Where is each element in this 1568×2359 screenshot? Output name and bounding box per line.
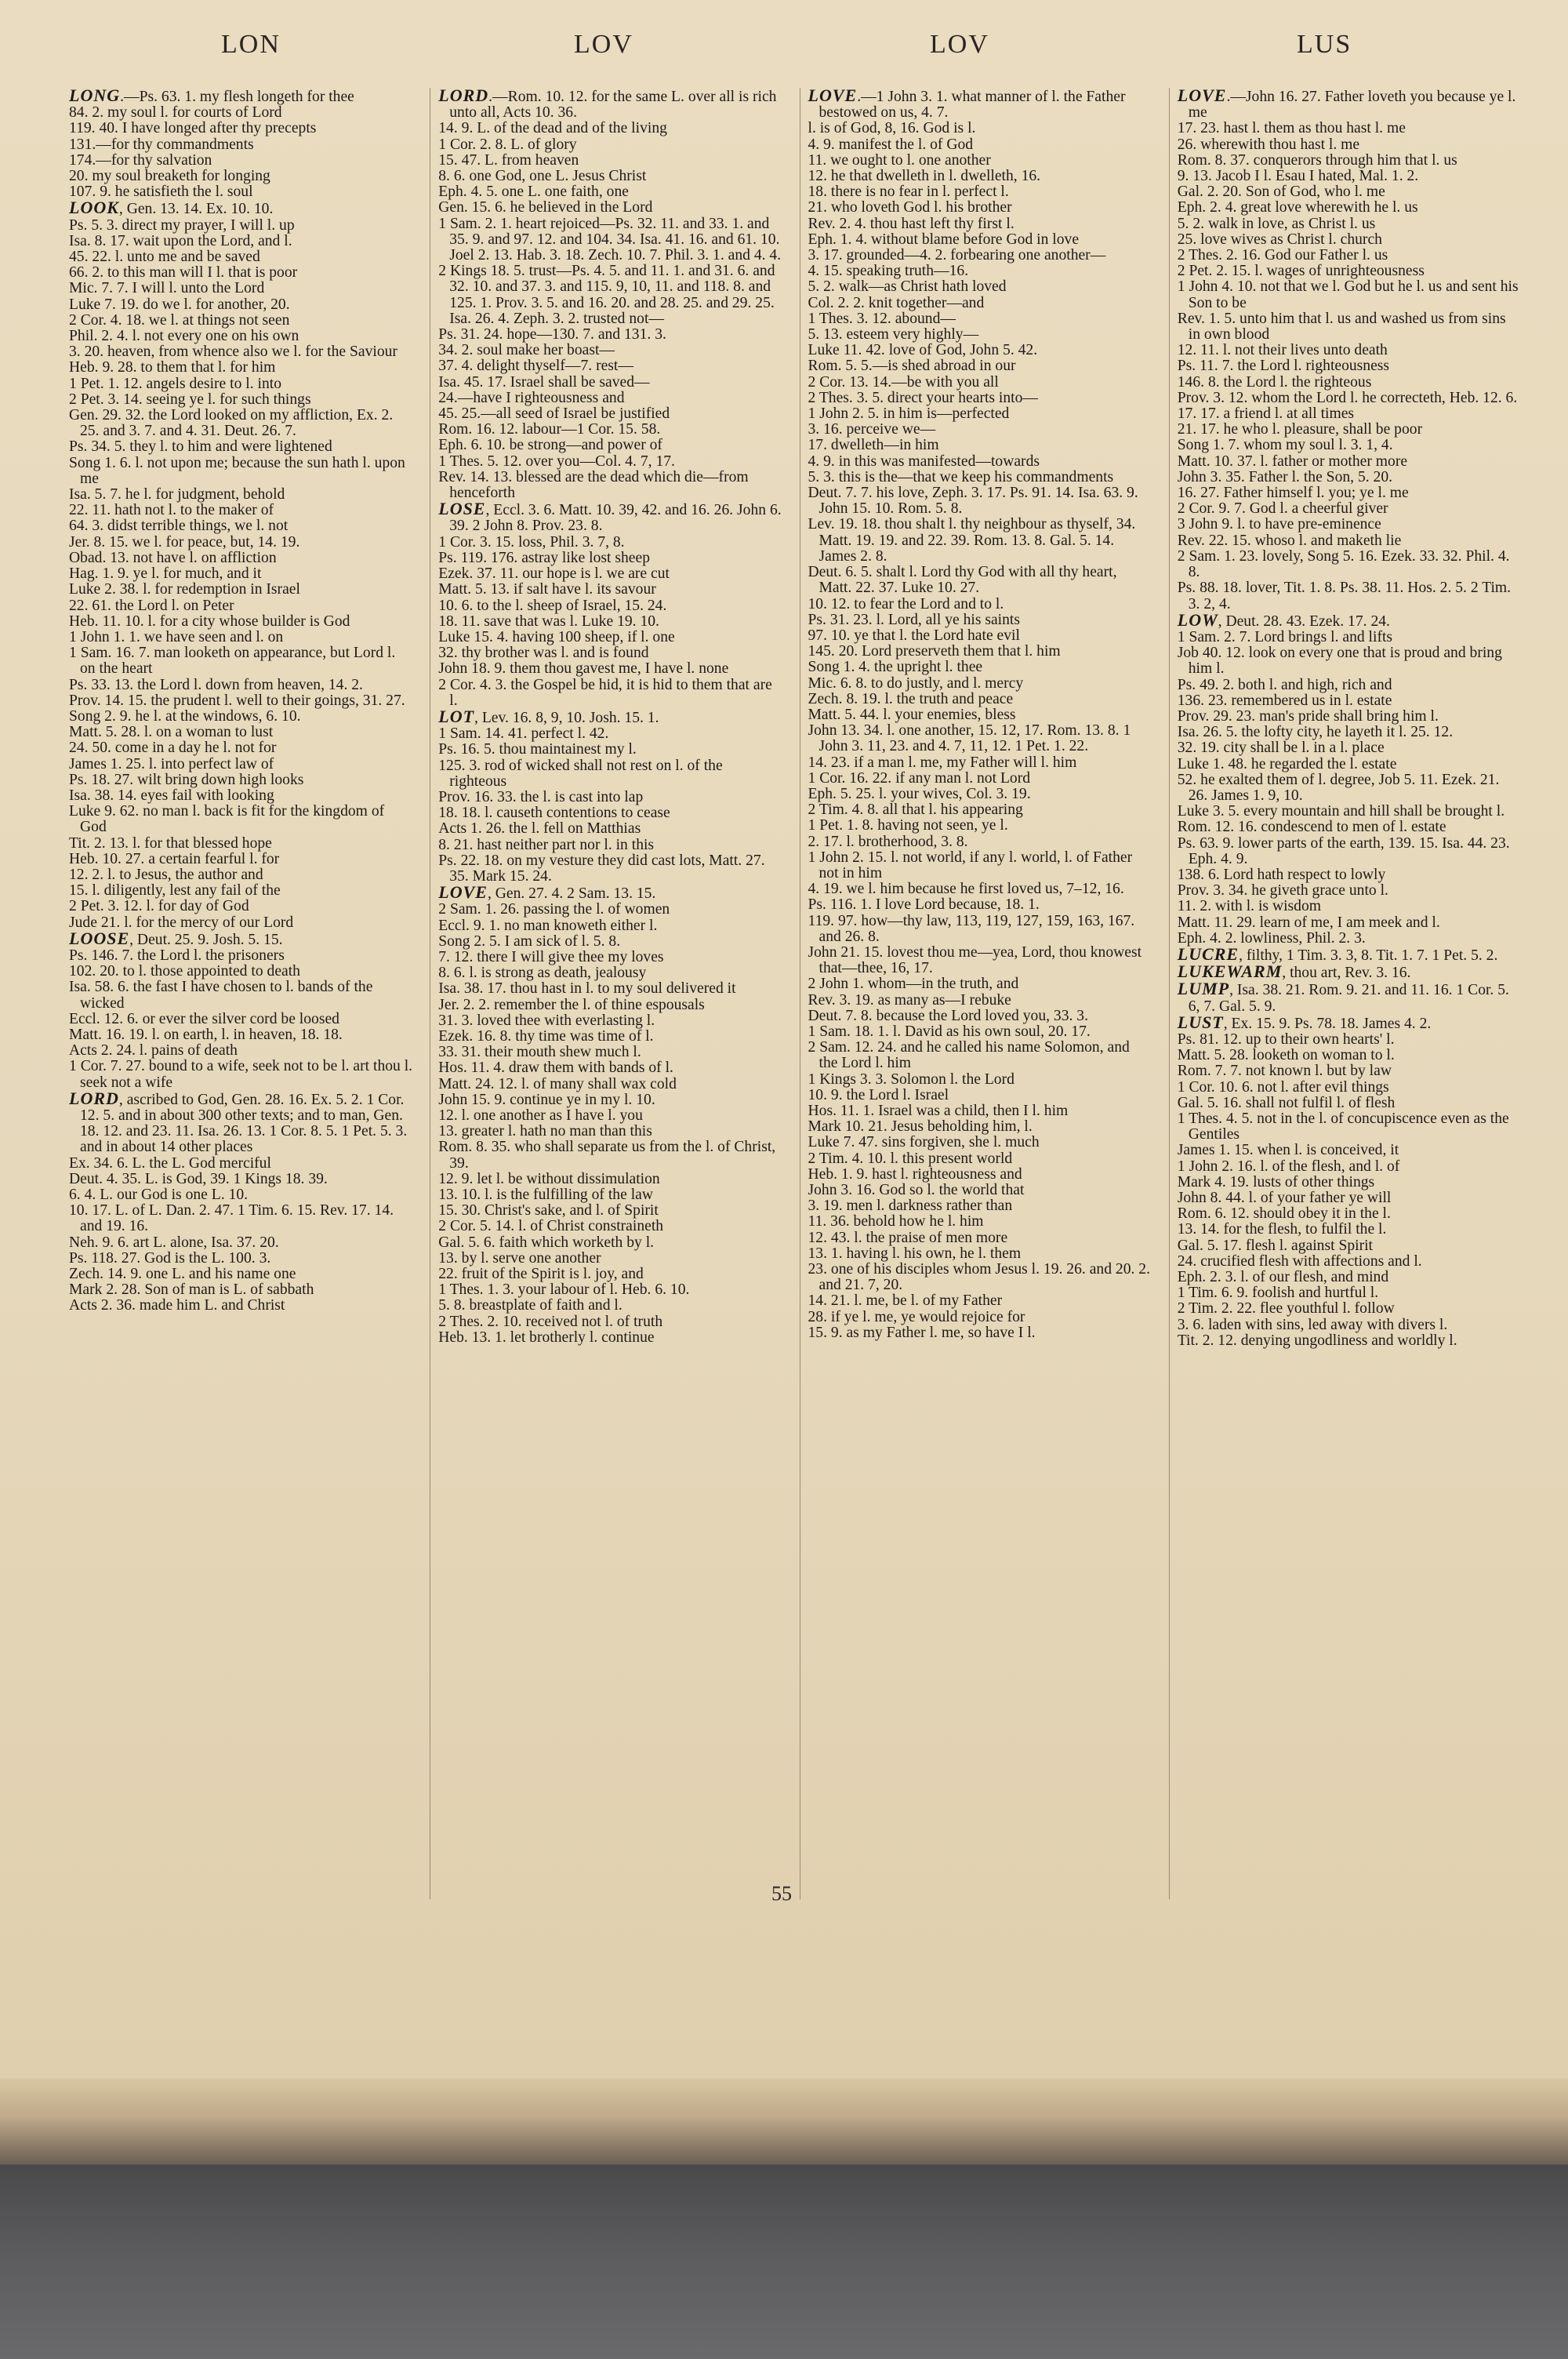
entry: Matt. 16. 19. l. on earth, l. in heaven, 18. 18. bbox=[69, 1026, 343, 1043]
entry: Eph. 2. 4. great love wherewith he l. us bbox=[1177, 199, 1418, 216]
entry: 28. if ye l. me, ye would rejoice for bbox=[808, 1308, 1025, 1325]
entry: John 8. 44. l. of your father ye will bbox=[1177, 1190, 1392, 1207]
entry: Neh. 9. 6. art L. alone, Isa. 37. 20. bbox=[69, 1234, 279, 1251]
entry: 11. we ought to l. one another bbox=[808, 151, 991, 169]
entry: LUKEWARM, thou art, Rev. 3. 16. bbox=[1177, 961, 1411, 982]
entry: 32. thy brother was l. and is found bbox=[438, 645, 649, 662]
entry: 2 Tim. 4. 8. all that l. his appearing bbox=[808, 801, 1023, 819]
entry: Song 2. 9. he l. at the windows, 6. 10. bbox=[69, 707, 301, 725]
entry: 1 Sam. 14. 41. perfect l. 42. bbox=[438, 725, 609, 743]
entry: Tit. 2. 13. l. for that blessed hope bbox=[69, 834, 272, 852]
entry: 17. dwelleth—in him bbox=[808, 437, 939, 454]
entry: 12. 9. let l. be without dissimulation bbox=[438, 1170, 660, 1187]
entry: Heb. 9. 28. to them that l. for him bbox=[69, 359, 276, 376]
entry: Tit. 2. 12. denying ungodliness and worldly l. bbox=[1177, 1332, 1457, 1349]
entry: 15. 30. Christ's sake, and l. of Spirit bbox=[438, 1202, 659, 1219]
entry: 5. 3. this is the—that we keep his commandments bbox=[808, 468, 1114, 485]
entry: Deut. 6. 5. shalt l. Lord thy God with all thy heart, Matt. 22. 37. Luke 10. 27. bbox=[808, 564, 1117, 597]
entry: 32. 19. city shall be l. in a l. place bbox=[1177, 740, 1385, 757]
entry: Hag. 1. 9. ye l. for much, and it bbox=[69, 565, 262, 583]
entry: 14. 9. L. of the dead and of the living bbox=[438, 120, 667, 137]
entry: 21. 17. he who l. pleasure, shall be poor bbox=[1177, 421, 1423, 438]
entry: 146. 8. the Lord l. the righteous bbox=[1177, 373, 1372, 391]
entry: 1 Cor. 16. 22. if any man l. not Lord bbox=[808, 769, 1031, 787]
entry: 5. 13. esteem very highly— bbox=[808, 326, 979, 343]
entry: Eph. 2. 3. l. of our flesh, and mind bbox=[1177, 1269, 1389, 1286]
entry: 7. 12. there I will give thee my loves bbox=[438, 948, 664, 965]
entry: Luke 7. 47. sins forgiven, she l. much bbox=[808, 1134, 1040, 1151]
entry: Deut. 7. 8. because the Lord loved you, 33. 3. bbox=[808, 1007, 1088, 1024]
entry: Luke 11. 42. love of God, John 5. 42. bbox=[808, 342, 1038, 359]
entry: 13. greater l. hath no man than this bbox=[438, 1123, 652, 1140]
entry: Rom. 8. 35. who shall separate us from the l. of Christ, 39. bbox=[438, 1139, 776, 1172]
entry: Ps. 5. 3. direct my prayer, I will l. up bbox=[69, 216, 295, 234]
entry: Ps. 18. 27. wilt bring down high looks bbox=[69, 771, 304, 788]
entry: Deut. 7. 7. his love, Zeph. 3. 17. Ps. 91. 14. Isa. 63. 9. John 15. 10. Rom. 5. 8. bbox=[808, 485, 1138, 518]
entry: 3. 19. men l. darkness rather than bbox=[808, 1198, 1013, 1215]
entry: Ps. 33. 13. the Lord l. down from heaven, 14. 2. bbox=[69, 676, 363, 693]
entry: Mark 4. 19. lusts of other things bbox=[1177, 1173, 1375, 1190]
entry: Jude 21. l. for the mercy of our Lord bbox=[69, 914, 294, 931]
entry: 16. 27. Father himself l. you; ye l. me bbox=[1177, 485, 1409, 502]
entry: 20. my soul breaketh for longing bbox=[69, 168, 270, 185]
entry: Ps. 118. 27. God is the L. 100. 3. bbox=[69, 1249, 271, 1267]
entry: Prov. 14. 15. the prudent l. well to their goings, 31. 27. bbox=[69, 692, 405, 709]
entry: 2 Cor. 13. 14.—be with you all bbox=[808, 373, 999, 391]
entry: 12. 43. l. the praise of men more bbox=[808, 1229, 1008, 1246]
entry: Rom. 7. 7. not known l. but by law bbox=[1177, 1063, 1392, 1080]
entry: Ps. 31. 24. hope—130. 7. and 131. 3. bbox=[438, 326, 666, 343]
entry: 24.—have I righteousness and bbox=[438, 389, 625, 406]
running-headers bbox=[0, 30, 1568, 69]
entry: 5. 8. breastplate of faith and l. bbox=[438, 1297, 622, 1314]
entry: Eph. 6. 10. be strong—and power of bbox=[438, 437, 662, 454]
entry: 13. 14. for the flesh, to fulfil the l. bbox=[1177, 1221, 1387, 1238]
entry: Jer. 8. 15. we l. for peace, but, 14. 19. bbox=[69, 533, 300, 551]
entry: Matt. 24. 12. l. of many shall wax cold bbox=[438, 1075, 677, 1092]
entry: John 3. 35. Father l. the Son, 5. 20. bbox=[1177, 468, 1393, 485]
entry: 3. 6. laden with sins, led away with divers l. bbox=[1177, 1316, 1448, 1333]
entry: Song 1. 6. l. not upon me; because the sun hath l. upon me bbox=[69, 454, 405, 487]
entry: 1 John 2. 5. in him is—perfected bbox=[808, 405, 1010, 423]
entry: 2 Sam. 1. 23. lovely, Song 5. 16. Ezek. 33. 32. Phil. 4. 8. bbox=[1177, 547, 1510, 581]
entry: 119. 97. how—thy law, 113, 119, 127, 159, 163, 167. and 26. 8. bbox=[808, 912, 1135, 945]
entry: 52. he exalted them of l. degree, Job 5. 11. Ezek. 21. 26. James 1. 9, 10. bbox=[1177, 771, 1500, 804]
entry: Matt. 5. 44. l. your enemies, bless bbox=[808, 706, 1016, 723]
entry: Prov. 3. 12. whom the Lord l. he correcteth, Heb. 12. 6. bbox=[1177, 389, 1518, 406]
entry: Rev. 14. 13. blessed are the dead which die—from henceforth bbox=[438, 468, 749, 502]
entry: 1 Thes. 3. 12. abound— bbox=[808, 310, 956, 327]
entry: 2 Cor. 5. 14. l. of Christ constraineth bbox=[438, 1218, 664, 1235]
entry: Gal. 5. 6. faith which worketh by l. bbox=[438, 1234, 655, 1251]
entry: Jer. 2. 2. remember the l. of thine espousals bbox=[438, 996, 705, 1013]
entry: Lev. 19. 18. thou shalt l. thy neighbour as thyself, 34. Matt. 19. 19. and 22. 39. Rom. 13. 8. Gal. 5. 14. James 2. 8. bbox=[808, 516, 1136, 565]
entry: Zech. 8. 19. l. the truth and peace bbox=[808, 690, 1014, 707]
entry: John 15. 9. continue ye in my l. 10. bbox=[438, 1091, 655, 1108]
entry: Isa. 38. 14. eyes fail with looking bbox=[69, 787, 274, 804]
entry: 22. fruit of the Spirit is l. joy, and bbox=[438, 1266, 644, 1283]
entry: 1 Sam. 18. 1. l. David as his own soul, 20. 17. bbox=[808, 1023, 1091, 1040]
entry: 8. 6. l. is strong as death, jealousy bbox=[438, 965, 647, 982]
entry: Rev. 22. 15. whoso l. and maketh lie bbox=[1177, 532, 1402, 549]
entry: LOT, Lev. 16. 8, 9, 10. Josh. 15. 1. bbox=[438, 706, 659, 726]
entry: 5. 2. walk in love, as Christ l. us bbox=[1177, 215, 1376, 232]
entry: Matt. 10. 37. l. father or mother more bbox=[1177, 453, 1408, 470]
entry: Ps. 34. 5. they l. to him and were lightened bbox=[69, 438, 332, 456]
entry: Ps. 116. 1. I love Lord because, 18. 1. bbox=[808, 896, 1040, 914]
entry: 2 Cor. 4. 3. the Gospel be hid, it is hid to them that are l. bbox=[438, 676, 772, 709]
entry: Song 1. 4. the upright l. thee bbox=[808, 659, 983, 676]
entry: 17. 17. a friend l. at all times bbox=[1177, 405, 1355, 423]
entry: Isa. 5. 7. he l. for judgment, behold bbox=[69, 486, 285, 503]
entry: Isa. 38. 17. thou hast in l. to my soul delivered it bbox=[438, 980, 736, 998]
entry: Gen. 15. 6. he believed in the Lord bbox=[438, 199, 653, 216]
column-4 bbox=[1169, 88, 1521, 1899]
entry: John 3. 16. God so l. the world that bbox=[808, 1182, 1025, 1199]
entry: 1 John 2. 15. l. not world, if any l. world, l. of Father not in him bbox=[808, 849, 1133, 881]
entry: 2. 17. l. brotherhood, 3. 8. bbox=[808, 833, 968, 850]
entry: Eccl. 9. 1. no man knoweth either l. bbox=[438, 917, 658, 934]
entry: Acts 2. 24. l. pains of death bbox=[69, 1042, 238, 1060]
entry: 119. 40. I have longed after thy precepts bbox=[69, 120, 317, 137]
entry: Heb. 11. 10. l. for a city whose builder is God bbox=[69, 612, 350, 630]
page-number: 55 bbox=[771, 1882, 792, 1905]
entry: Ps. 31. 23. l. Lord, all ye his saints bbox=[808, 611, 1020, 628]
entry: LOSE, Eccl. 3. 6. Matt. 10. 39, 42. and 16. 26. John 6. 39. 2 John 8. Prov. 23. 8. bbox=[438, 499, 782, 535]
entry: 4. 15. speaking truth—16. bbox=[808, 263, 969, 280]
entry: 2 Sam. 12. 24. and he called his name Solomon, and the Lord l. him bbox=[808, 1039, 1130, 1072]
entry: Eph. 4. 5. one L. one faith, one bbox=[438, 184, 629, 201]
entry: 97. 10. ye that l. the Lord hate evil bbox=[808, 627, 1020, 644]
entry: 2 Tim. 2. 22. flee youthful l. follow bbox=[1177, 1300, 1395, 1318]
entry: Luke 7. 19. do we l. for another, 20. bbox=[69, 296, 290, 313]
entry: Luke 2. 38. l. for redemption in Israel bbox=[69, 581, 300, 598]
entry: Ps. 22. 18. on my vesture they did cast lots, Matt. 27. 35. Mark 15. 24. bbox=[438, 852, 765, 885]
entry: 3. 16. perceive we— bbox=[808, 421, 936, 438]
entry: 22. 11. hath not l. to the maker of bbox=[69, 502, 274, 519]
entry: 1 Sam. 2. 1. heart rejoiced—Ps. 32. 11. and 33. 1. and 35. 9. and 97. 12. and 104. 34. Isa. 41. 16. and 61. 10. Joel 2. 13. Hab. 3. 18. Zech. 10. 7. Phil. 3. 1. and 4. 4. bbox=[438, 215, 782, 264]
entry: Isa. 8. 17. wait upon the Lord, and l. bbox=[69, 232, 292, 249]
entry: 10. 6. to the l. sheep of Israel, 15. 24. bbox=[438, 597, 667, 614]
entry: LOW, Deut. 28. 43. Ezek. 17. 24. bbox=[1177, 609, 1390, 630]
entry: Gal. 5. 17. flesh l. against Spirit bbox=[1177, 1237, 1373, 1254]
entry: 107. 9. he satisfieth the l. soul bbox=[69, 184, 253, 201]
entry: Song 1. 7. whom my soul l. 3. 1, 4. bbox=[1177, 437, 1393, 454]
entry: 45. 22. l. unto me and be saved bbox=[69, 249, 260, 266]
entry: Rev. 2. 4. thou hast left thy first l. bbox=[808, 215, 1014, 232]
entry: Gen. 29. 32. the Lord looked on my affliction, Ex. 2. 25. and 3. 7. and 4. 31. Deut. 26. 7. bbox=[69, 407, 394, 440]
entry: 2 Pet. 2. 15. l. wages of unrighteousness bbox=[1177, 263, 1425, 280]
entry: Ps. 81. 12. up to their own hearts' l. bbox=[1177, 1030, 1395, 1048]
entry: Col. 2. 2. knit together—and bbox=[808, 294, 985, 311]
entry: 14. 23. if a man l. me, my Father will l. him bbox=[808, 754, 1077, 771]
entry: Mic. 6. 8. to do justly, and l. mercy bbox=[808, 674, 1024, 692]
entry: Gal. 2. 20. Son of God, who l. me bbox=[1177, 184, 1385, 201]
entry: Job 40. 12. look on every one that is proud and bring him l. bbox=[1177, 645, 1502, 678]
entry: 23. one of his disciples whom Jesus l. 19. 26. and 20. 2. and 21. 7, 20. bbox=[808, 1261, 1150, 1294]
entry: 15. l. diligently, lest any fail of the bbox=[69, 882, 281, 900]
entry: Prov. 16. 33. the l. is cast into lap bbox=[438, 788, 644, 805]
entry: Acts 2. 36. made him L. and Christ bbox=[69, 1297, 285, 1314]
entry: 2 Cor. 4. 18. we l. at things not seen bbox=[69, 311, 290, 329]
entry: 1 Kings 3. 3. Solomon l. the Lord bbox=[808, 1070, 1014, 1088]
column-3 bbox=[800, 88, 1152, 1899]
entry: 174.—for thy salvation bbox=[69, 151, 212, 169]
entry: Zech. 14. 9. one L. and his name one bbox=[69, 1266, 296, 1283]
entry: Eph. 4. 2. lowliness, Phil. 2. 3. bbox=[1177, 929, 1366, 947]
entry: 1 John 4. 10. not that we l. God but he l. us and sent his Son to be bbox=[1177, 278, 1519, 311]
entry: 17. 23. hast l. them as thou hast l. me bbox=[1177, 120, 1406, 137]
entry: 64. 3. didst terrible things, we l. not bbox=[69, 518, 289, 535]
entry: Mic. 7. 7. I will l. unto the Lord bbox=[69, 280, 265, 297]
entry: Mark 2. 28. Son of man is L. of sabbath bbox=[69, 1281, 314, 1299]
entry: Gal. 5. 16. shall not fulfil l. of flesh bbox=[1177, 1094, 1396, 1111]
entry: 13. by l. serve one another bbox=[438, 1249, 601, 1267]
background-surface bbox=[0, 2165, 1568, 2359]
entry: Rom. 12. 16. condescend to men of l. estate bbox=[1177, 819, 1446, 836]
entry: 2 Thes. 3. 5. direct your hearts into— bbox=[808, 389, 1038, 406]
page-edge bbox=[0, 2078, 1568, 2165]
entry: Ps. 49. 2. both l. and high, rich and bbox=[1177, 676, 1392, 693]
entry: 12. he that dwelleth in l. dwelleth, 16. bbox=[808, 168, 1041, 185]
entry: 13. 1. having l. his own, he l. them bbox=[808, 1245, 1022, 1262]
entry: 2 Thes. 2. 16. God our Father l. us bbox=[1177, 247, 1388, 264]
entry: John 21. 15. lovest thou me—yea, Lord, thou knowest that—thee, 16, 17. bbox=[808, 943, 1142, 977]
entry: 9. 13. Jacob I l. Esau I hated, Mal. 1. 2. bbox=[1177, 168, 1419, 185]
entry: 2 Tim. 4. 10. l. this present world bbox=[808, 1150, 1013, 1167]
entry: 1 Cor. 10. 6. not l. after evil things bbox=[1177, 1078, 1389, 1096]
entry: Ps. 63. 9. lower parts of the earth, 139. 15. Isa. 44. 23. Eph. 4. 9. bbox=[1177, 834, 1510, 867]
entry: Ps. 11. 7. the Lord l. righteousness bbox=[1177, 358, 1390, 375]
entry: 138. 6. Lord hath respect to lowly bbox=[1177, 866, 1386, 883]
entry: Mark 10. 21. Jesus beholding him, l. bbox=[808, 1118, 1033, 1136]
entry: 66. 2. to this man will I l. that is poor bbox=[69, 264, 298, 282]
entry: 24. crucified flesh with affections and l. bbox=[1177, 1252, 1422, 1270]
entry: Obad. 13. not have l. on affliction bbox=[69, 549, 277, 566]
entry: 125. 3. rod of wicked shall not rest on l. of the righteous bbox=[438, 757, 723, 790]
entry: Matt. 5. 28. l. on a woman to lust bbox=[69, 724, 274, 741]
entry: 1 Thes. 1. 3. your labour of l. Heb. 6. 10. bbox=[438, 1281, 690, 1299]
entry: Rom. 16. 12. labour—1 Cor. 15. 58. bbox=[438, 421, 661, 438]
entry: 2 Kings 18. 5. trust—Ps. 4. 5. and 11. 1. and 31. 6. and 32. 10. and 37. 3. and 115. 9, 10, 11. and 118. 8. and 125. 1. Prov. 3. 5. and 16. 20. and 28. 25. and 29. 25. Isa. 26. 4. Zeph. 3. 2. trusted not— bbox=[438, 263, 775, 327]
entry: 14. 21. l. me, be l. of my Father bbox=[808, 1292, 1003, 1310]
entry: Ps. 88. 18. lover, Tit. 1. 8. Ps. 38. 11. Hos. 2. 5. 2 Tim. 3. 2, 4. bbox=[1177, 580, 1512, 612]
entry: Matt. 11. 29. learn of me, I am meek and l. bbox=[1177, 914, 1440, 931]
entry: 1 John 2. 16. l. of the flesh, and l. of bbox=[1177, 1158, 1400, 1175]
entry: Hos. 11. 1. Israel was a child, then I l. him bbox=[808, 1103, 1069, 1119]
entry: Luke 1. 48. he regarded the l. estate bbox=[1177, 755, 1397, 772]
entry: 8. 21. hast neither part nor l. in this bbox=[438, 836, 655, 853]
entry: 10. 9. the Lord l. Israel bbox=[808, 1086, 949, 1103]
entry: 3. 20. heaven, from whence also we l. for the Saviour bbox=[69, 343, 397, 361]
entry: LORD, ascribed to God, Gen. 28. 16. Ex. 5. 2. 1 Cor. 12. 5. and in about 300 other texts; and to man, Gen. 18. 12. and 23. 11. Isa. 26. 13. 1 Cor. 8. 5. 1 Pet. 5. 3. and in about 14 other places bbox=[69, 1088, 408, 1156]
entry: LOVE.—1 John 3. 1. what manner of l. the Father bestowed on us, 4. 7. bbox=[808, 88, 1126, 122]
entry: Deut. 4. 35. L. is God, 39. 1 Kings 18. 39. bbox=[69, 1170, 328, 1187]
entry: 2 Sam. 1. 26. passing the l. of women bbox=[438, 901, 670, 918]
entry: Rev. 3. 19. as many as—I rebuke bbox=[808, 991, 1011, 1009]
entry: 3. 17. grounded—4. 2. forbearing one another— bbox=[808, 247, 1106, 264]
entry: 31. 3. loved thee with everlasting l. bbox=[438, 1012, 655, 1029]
entry: 8. 6. one God, one L. Jesus Christ bbox=[438, 168, 647, 185]
entry: Prov. 29. 23. man's pride shall bring him l. bbox=[1177, 707, 1439, 725]
entry: Heb. 13. 1. let brotherly l. continue bbox=[438, 1329, 655, 1346]
entry: Ezek. 16. 8. thy time was time of l. bbox=[438, 1027, 654, 1045]
entry: Rom. 5. 5.—is shed abroad in our bbox=[808, 358, 1016, 375]
entry: 1 Tim. 6. 9. foolish and hurtful l. bbox=[1177, 1285, 1379, 1302]
entry: Eph. 1. 4. without blame before God in love bbox=[808, 231, 1080, 248]
entry: 12. 2. l. to Jesus, the author and bbox=[69, 866, 263, 883]
entry: 3 John 9. l. to have pre-eminence bbox=[1177, 516, 1381, 533]
entry: 5. 2. walk—as Christ hath loved bbox=[808, 278, 1007, 296]
entry: LUST, Ex. 15. 9. Ps. 78. 18. James 4. 2. bbox=[1177, 1012, 1432, 1032]
entry: Luke 9. 62. no man l. back is fit for the kingdom of God bbox=[69, 803, 385, 836]
entry: 84. 2. my soul l. for courts of Lord bbox=[69, 104, 282, 122]
entry: 34. 2. soul make her boast— bbox=[438, 342, 615, 359]
entry: 1 Cor. 3. 15. loss, Phil. 3. 7, 8. bbox=[438, 533, 625, 551]
entry: 18. 11. save that was l. Luke 19. 10. bbox=[438, 612, 659, 630]
entry: Ps. 146. 7. the Lord l. the prisoners bbox=[69, 947, 285, 964]
entry: 18. 18. l. causeth contentions to cease bbox=[438, 805, 670, 822]
entry: Rom. 8. 37. conquerors through him that l. us bbox=[1177, 151, 1457, 169]
entry: 10. 12. to fear the Lord and to l. bbox=[808, 595, 1004, 612]
entry: 2 Thes. 2. 10. received not l. of truth bbox=[438, 1313, 663, 1330]
entry: 11. 36. behold how he l. him bbox=[808, 1213, 984, 1230]
entry: 2 Cor. 9. 7. God l. a cheerful giver bbox=[1177, 500, 1388, 518]
entry: 145. 20. Lord preserveth them that l. him bbox=[808, 643, 1061, 660]
entry: James 1. 15. when l. is conceived, it bbox=[1177, 1142, 1399, 1159]
entry: Ps. 16. 5. thou maintainest my l. bbox=[438, 741, 637, 758]
entry: 26. wherewith thou hast l. me bbox=[1177, 136, 1360, 153]
entry: 1 Cor. 7. 27. bound to a wife, seek not to be l. art thou l. seek not a wife bbox=[69, 1058, 413, 1091]
entry: Luke 3. 5. every mountain and hill shall be brought l. bbox=[1177, 803, 1505, 820]
entry: Hos. 11. 4. draw them with bands of l. bbox=[438, 1060, 673, 1077]
entry: 45. 25.—all seed of Israel be justified bbox=[438, 405, 670, 423]
entry: 1 Sam. 2. 7. Lord brings l. and lifts bbox=[1177, 628, 1393, 645]
entry: Rom. 6. 12. should obey it in the l. bbox=[1177, 1205, 1391, 1223]
entry: 131.—for thy commandments bbox=[69, 136, 254, 153]
entry: Ezek. 37. 11. our hope is l. we are cut bbox=[438, 565, 670, 583]
entry: 4. 9. manifest the l. of God bbox=[808, 136, 974, 153]
entry: 12. 11. l. not their lives unto death bbox=[1177, 342, 1388, 359]
entry: John 13. 34. l. one another, 15. 12, 17. Rom. 13. 8. 1 John 3. 11, 23. and 4. 7, 11, 12. 1 Pet. 1. 22. bbox=[808, 722, 1131, 755]
entry: 1 Sam. 16. 7. man looketh on appearance, but Lord l. on the heart bbox=[69, 645, 396, 678]
entry: LOOSE, Deut. 25. 9. Josh. 5. 15. bbox=[69, 928, 283, 948]
entry: 2 Pet. 3. 14. seeing ye l. for such things bbox=[69, 391, 311, 408]
entry: 1 Cor. 2. 8. L. of glory bbox=[438, 136, 577, 153]
entry: 10. 17. L. of L. Dan. 2. 47. 1 Tim. 6. 15. Rev. 17. 14. and 19. 16. bbox=[69, 1202, 394, 1235]
entry: 15. 47. L. from heaven bbox=[438, 151, 579, 169]
header-lon: LON bbox=[221, 30, 281, 59]
entry: 1 John 1. 1. we have seen and l. on bbox=[69, 628, 284, 645]
header-lov-left: LOV bbox=[574, 30, 633, 59]
entry: Heb. 1. 9. hast l. righteousness and bbox=[808, 1165, 1022, 1183]
entry: James 1. 25. l. into perfect law of bbox=[69, 755, 274, 772]
entry: LOVE.—John 16. 27. Father loveth you because ye l. me bbox=[1177, 88, 1516, 122]
entry: Prov. 3. 34. he giveth grace unto l. bbox=[1177, 882, 1388, 900]
entry: Isa. 58. 6. the fast I have chosen to l. bands of the wicked bbox=[69, 979, 373, 1012]
entry: 37. 4. delight thyself—7. rest— bbox=[438, 358, 633, 375]
entry: 2 Pet. 3. 12. l. for day of God bbox=[69, 898, 249, 915]
entry: Matt. 5. 13. if salt have l. its savour bbox=[438, 581, 656, 598]
entry: Isa. 26. 5. the lofty city, he layeth it l. 25. 12. bbox=[1177, 724, 1454, 741]
entry: Ex. 34. 6. L. the L. God merciful bbox=[69, 1154, 271, 1172]
entry: Ps. 119. 176. astray like lost sheep bbox=[438, 549, 650, 566]
entry: 13. 10. l. is the fulfilling of the law bbox=[438, 1187, 653, 1204]
entry: 21. who loveth God l. his brother bbox=[808, 199, 1012, 216]
entry: LONG.—Ps. 63. 1. my flesh longeth for thee bbox=[69, 88, 354, 105]
entry: 1 Thes. 5. 12. over you—Col. 4. 7, 17. bbox=[438, 453, 675, 470]
entry: 6. 4. L. our God is one L. 10. bbox=[69, 1187, 249, 1204]
entry: 1 Pet. 1. 8. having not seen, ye l. bbox=[808, 817, 1008, 834]
entry: Rev. 1. 5. unto him that l. us and washed us from sins in own blood bbox=[1177, 310, 1506, 343]
entry: Isa. 45. 17. Israel shall be saved— bbox=[438, 373, 650, 391]
column-2 bbox=[430, 88, 782, 1899]
column-1 bbox=[69, 88, 412, 1899]
entry: 1 Pet. 1. 12. angels desire to l. into bbox=[69, 375, 282, 392]
entry: 4. 19. we l. him because he first loved us, 7–12, 16. bbox=[808, 881, 1124, 898]
entry: 12. l. one another as I have l. you bbox=[438, 1107, 643, 1124]
entry: 2 John 1. whom—in the truth, and bbox=[808, 976, 1019, 993]
entry: Eph. 5. 25. l. your wives, Col. 3. 19. bbox=[808, 785, 1031, 802]
text-columns bbox=[69, 88, 1521, 1899]
entry: 22. 61. the Lord l. on Peter bbox=[69, 597, 234, 614]
entry: Phil. 2. 4. l. not every one on his own bbox=[69, 328, 299, 345]
entry: 33. 31. their mouth shew much l. bbox=[438, 1044, 641, 1061]
entry: LUMP, Isa. 38. 21. Rom. 9. 21. and 11. 16. 1 Cor. 5. 6, 7. Gal. 5. 9. bbox=[1177, 979, 1509, 1015]
entry: l. is of God, 8, 16. God is l. bbox=[808, 120, 976, 137]
entry: Heb. 10. 27. a certain fearful l. for bbox=[69, 850, 280, 867]
entry: 25. love wives as Christ l. church bbox=[1177, 231, 1382, 248]
entry: John 18. 9. them thou gavest me, I have l. none bbox=[438, 660, 729, 678]
header-lov-right: LOV bbox=[930, 30, 989, 59]
entry: 11. 2. with l. is wisdom bbox=[1177, 898, 1322, 915]
entry: Eccl. 12. 6. or ever the silver cord be loosed bbox=[69, 1010, 339, 1027]
entry: Song 2. 5. I am sick of l. 5. 8. bbox=[438, 932, 621, 950]
entry: 136. 23. remembered us in l. estate bbox=[1177, 692, 1392, 709]
entry: LOVE, Gen. 27. 4. 2 Sam. 13. 15. bbox=[438, 882, 656, 903]
entry: Luke 15. 4. having 100 sheep, if l. one bbox=[438, 628, 675, 645]
entry: Matt. 5. 28. looketh on woman to l. bbox=[1177, 1047, 1395, 1064]
entry: 15. 9. as my Father l. me, so have I l. bbox=[808, 1324, 1036, 1341]
entry: LORD.—Rom. 10. 12. for the same L. over all is rich unto all, Acts 10. 36. bbox=[438, 88, 777, 122]
entry: 1 Thes. 4. 5. not in the l. of concupiscence even as the Gentiles bbox=[1177, 1110, 1509, 1143]
entry: 102. 20. to l. those appointed to death bbox=[69, 963, 300, 980]
entry: 4. 9. in this was manifested—towards bbox=[808, 453, 1040, 470]
entry: 18. there is no fear in l. perfect l. bbox=[808, 184, 1009, 201]
entry: Acts 1. 26. the l. fell on Matthias bbox=[438, 820, 641, 838]
header-lus: LUS bbox=[1297, 30, 1352, 59]
entry: LOOK, Gen. 13. 14. Ex. 10. 10. bbox=[69, 198, 274, 218]
entry: 24. 50. come in a day he l. not for bbox=[69, 740, 277, 757]
entry: LUCRE, filthy, 1 Tim. 3. 3, 8. Tit. 1. 7. 1 Pet. 5. 2. bbox=[1177, 943, 1498, 964]
